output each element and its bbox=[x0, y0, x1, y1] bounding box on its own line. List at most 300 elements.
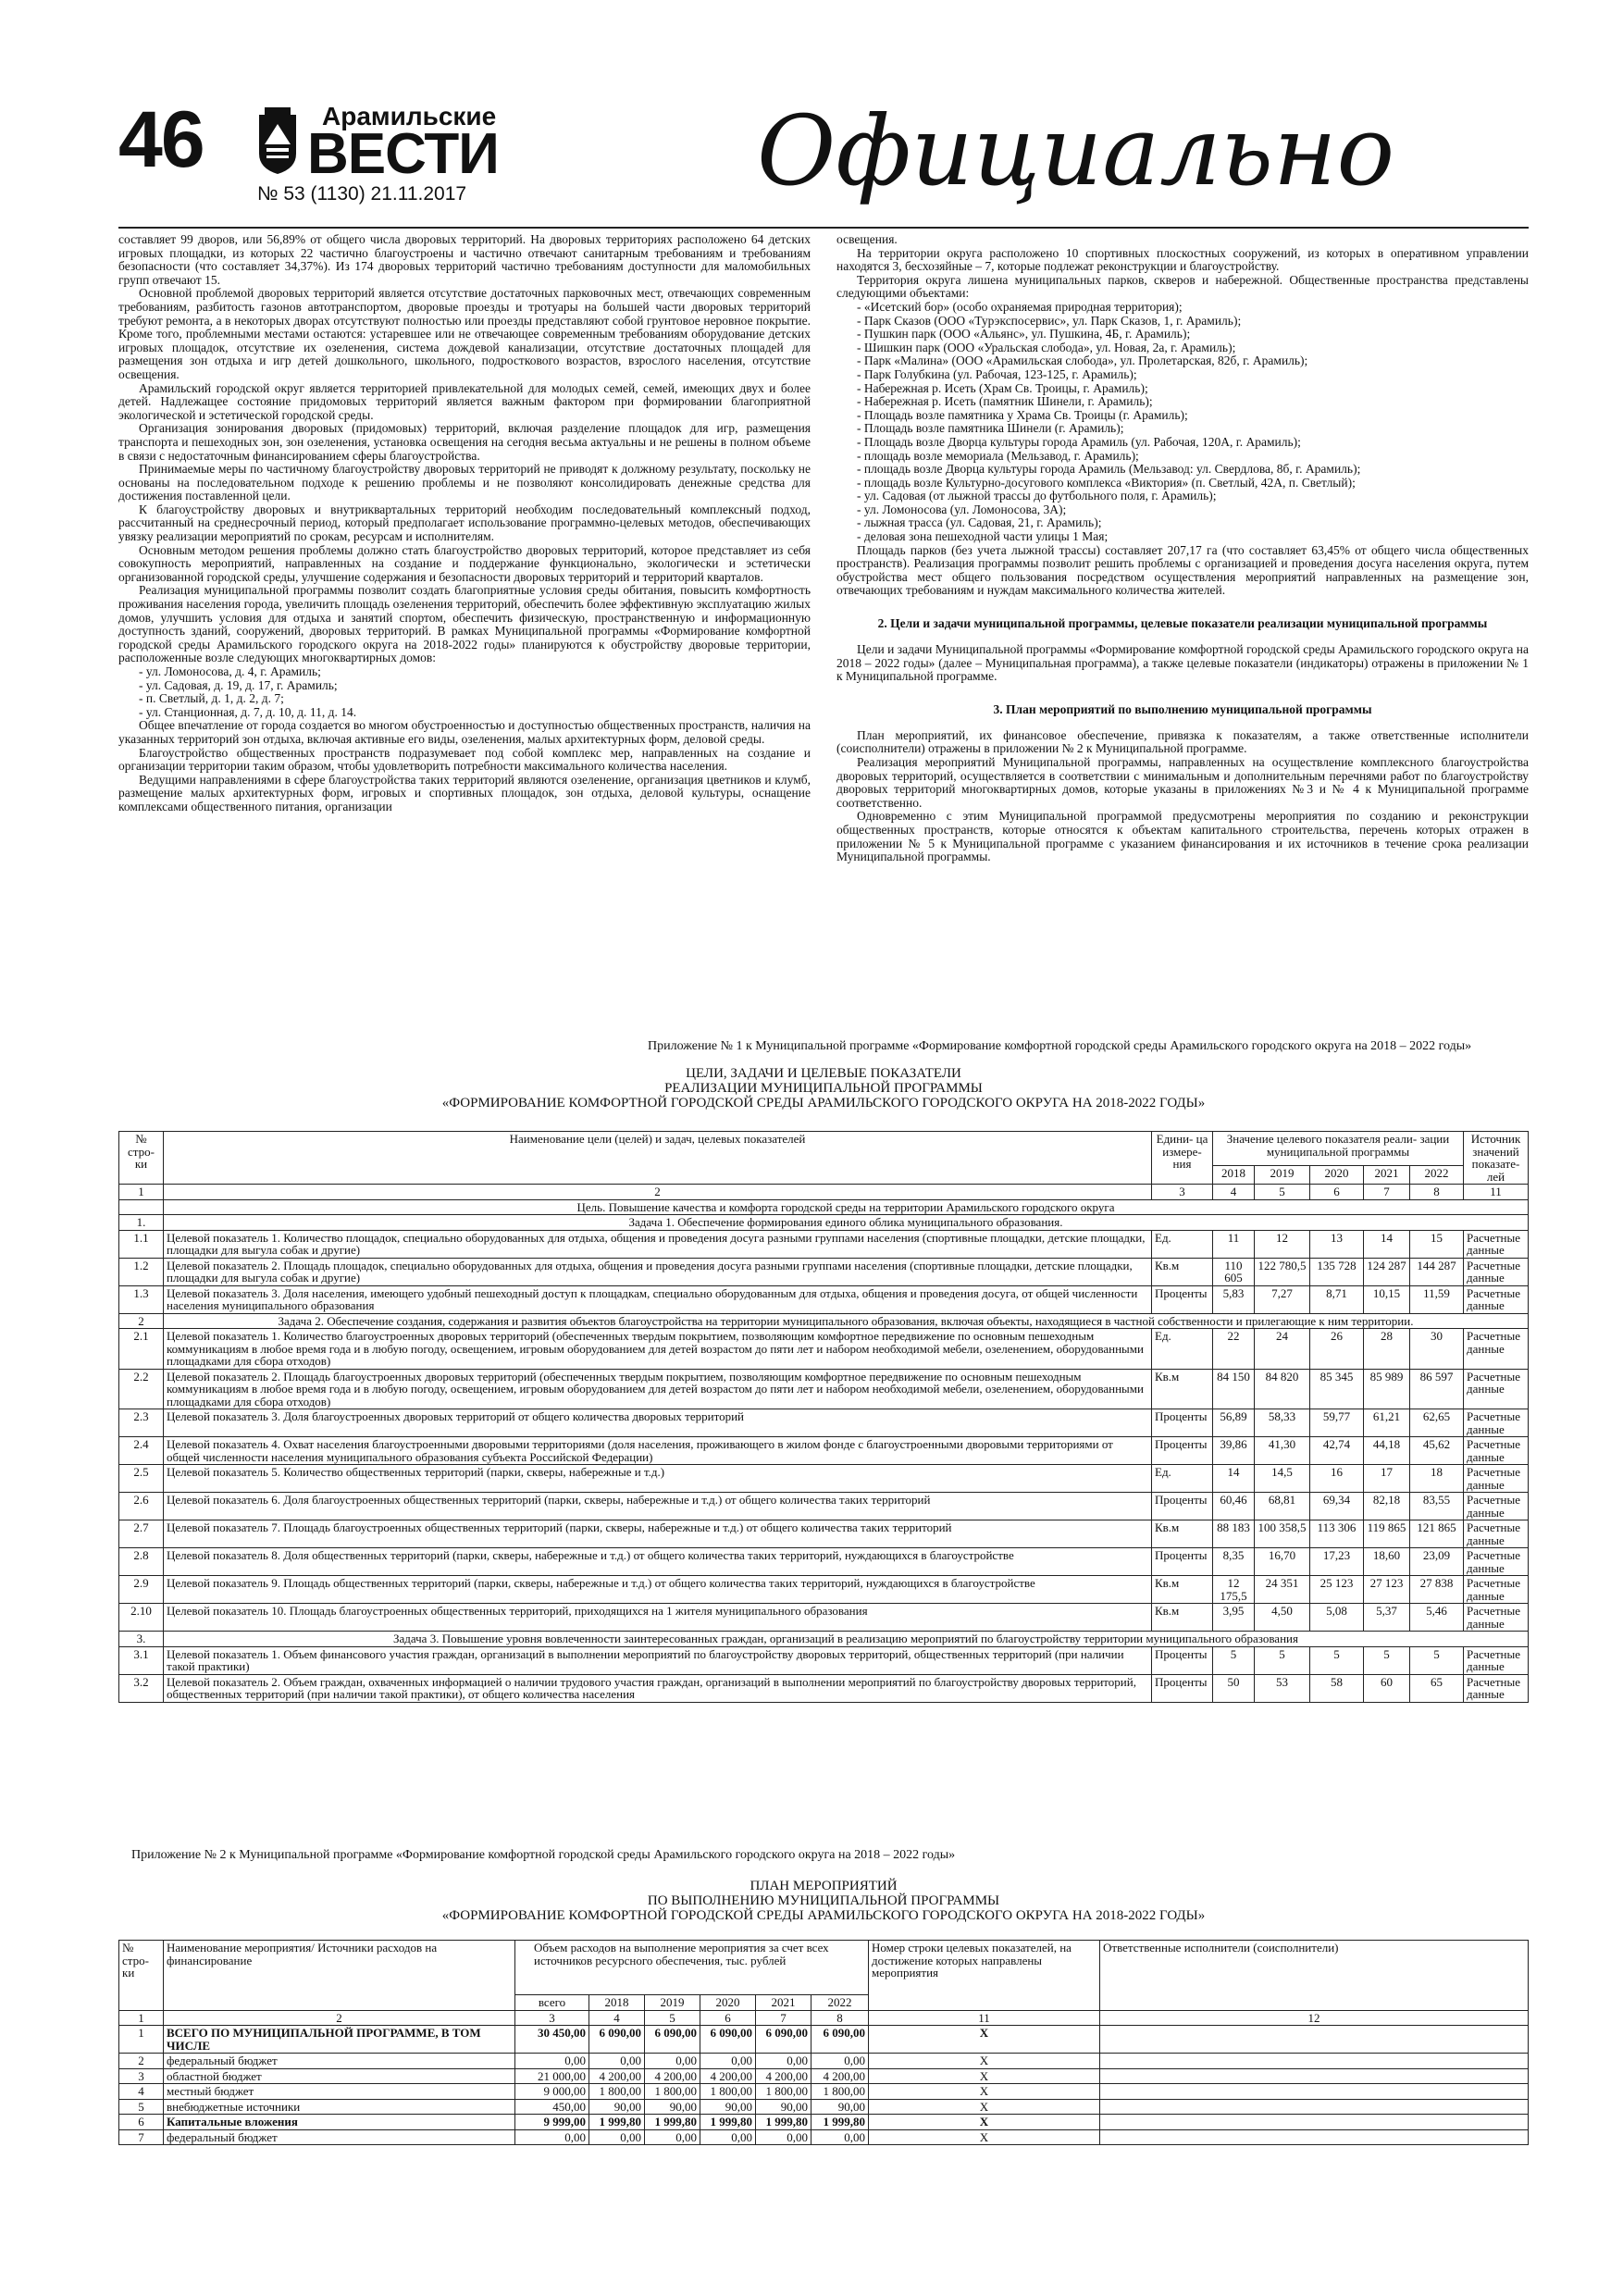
row-number: 2.2 bbox=[119, 1369, 164, 1409]
value-cell: 85 345 bbox=[1310, 1369, 1364, 1409]
list-item: - Парк Сказов (ООО «Турэкспосервис», ул. Парк Сказов, 1, г. Арамиль); bbox=[857, 313, 1242, 328]
value-cell: 113 306 bbox=[1310, 1520, 1364, 1548]
table-row bbox=[119, 1437, 1529, 1465]
paragraph: Организация зонирования дворовых (придомовых) территорий, включая разделение площадок для игр, размещения транспорта и пешеходных зон, зон озеленения, установка освещения на сегодня весьма актуальны и не решены в полном объеме в связи с недостаточным финансированием сферы благоустройства. bbox=[118, 421, 811, 463]
title-line: ЦЕЛИ, ЗАДАЧИ И ЦЕЛЕВЫЕ ПОКАЗАТЕЛИ bbox=[686, 1066, 961, 1081]
amount-cell: 0,00 bbox=[515, 2129, 589, 2145]
year-header: 2021 bbox=[1364, 1165, 1410, 1184]
value-cell: 8,35 bbox=[1213, 1548, 1255, 1576]
value-cell: 60 bbox=[1364, 1674, 1410, 1702]
table-row bbox=[119, 1548, 1529, 1576]
value-cell: 8,71 bbox=[1310, 1285, 1364, 1313]
value-cell: 84 820 bbox=[1255, 1369, 1310, 1409]
responsible-cell bbox=[1100, 2099, 1529, 2115]
table-row bbox=[119, 2084, 1529, 2100]
header-cell: Ответственные исполнители (соисполнители) bbox=[1100, 1941, 1529, 2011]
value-cell: 100 358,5 bbox=[1255, 1520, 1310, 1548]
target-cell: X bbox=[869, 2084, 1100, 2100]
appendix-2-title bbox=[118, 1879, 1529, 1923]
list-item: - Площадь возле памятника Шинели (г. Арамиль); bbox=[857, 421, 1124, 436]
source-cell: Расчетные данные bbox=[1464, 1576, 1529, 1604]
unit-cell: Кв.м bbox=[1152, 1258, 1213, 1285]
amount-cell: 0,00 bbox=[812, 2054, 869, 2069]
indicator-name: Целевой показатель 1. Количество благоустроенных дворовых территорий (обеспеченных твердым покрытием, позволяющим комфортное передвижение по основным пешеходным коммуникациям в любое время года и в любую погоду, освещением, игровым оборудованием для детей возрастом до пяти лет и набором необходимой мебели, озеленением, оборудованными площадками для сбора отходов) bbox=[164, 1329, 1152, 1370]
value-cell: 5 bbox=[1255, 1646, 1310, 1674]
value-cell: 22 bbox=[1213, 1329, 1255, 1370]
value-cell: 7,27 bbox=[1255, 1285, 1310, 1313]
column-number: 11 bbox=[1464, 1185, 1529, 1200]
row-number: 2.3 bbox=[119, 1409, 164, 1437]
header-cell: № стро- ки bbox=[119, 1132, 164, 1185]
list-item: - Набережная р. Исеть (Храм Св. Троицы, г. Арамиль); bbox=[857, 380, 1148, 395]
value-cell: 60,46 bbox=[1213, 1493, 1255, 1520]
amount-cell: 0,00 bbox=[700, 2054, 756, 2069]
header-cell: Объем расходов на выполнение мероприятия за счет всех источников ресурсного обеспечения, тыс. рублей bbox=[515, 1941, 869, 1995]
amount-cell: 1 999,80 bbox=[812, 2115, 869, 2130]
indicator-name: Целевой показатель 7. Площадь благоустроенных общественных территорий (парки, скверы, набережные и т.д.) от общего количества таких территорий bbox=[164, 1520, 1152, 1548]
task-title: Задача 3. Повышение уровня вовлеченности заинтересованных граждан, организаций в реализацию мероприятий по благоустройству территории муниципального образования bbox=[164, 1632, 1529, 1647]
paragraph: Благоустройство общественных пространств подразумевает под собой комплекс мер, направленных на создание и организации территории таким образом, чтобы удовлетворить потребности максимального количества населения. bbox=[118, 745, 811, 774]
responsible-cell bbox=[1100, 2129, 1529, 2145]
list-item: - ул. Станционная, д. 7, д. 10, д. 11, д. 14. bbox=[139, 704, 357, 719]
table-row bbox=[119, 1285, 1529, 1313]
task-title: Задача 2. Обеспечение создания, содержания и развития объектов благоустройства на территории муниципального образования, включая объекты, находящиеся в частной собственности и прилегающие к ним территории. bbox=[164, 1313, 1529, 1329]
source-cell: Расчетные данные bbox=[1464, 1646, 1529, 1674]
amount-cell: 0,00 bbox=[515, 2054, 589, 2069]
value-cell: 121 865 bbox=[1410, 1520, 1464, 1548]
value-cell: 17 bbox=[1364, 1465, 1410, 1493]
column-number: 1 bbox=[119, 2010, 164, 2026]
value-cell: 62,65 bbox=[1410, 1409, 1464, 1437]
value-cell: 83,55 bbox=[1410, 1493, 1464, 1520]
target-cell: X bbox=[869, 2068, 1100, 2084]
value-cell: 10,15 bbox=[1364, 1285, 1410, 1313]
header-divider bbox=[118, 227, 1529, 229]
unit-cell: Проценты bbox=[1152, 1646, 1213, 1674]
paragraph: План мероприятий, их финансовое обеспечение, привязка к показателям, а также ответственные исполнители (соисполнители) отражены в приложении № 2 к Муниципальной программе. bbox=[836, 727, 1529, 756]
header-cell: Едини- ца измере- ния bbox=[1152, 1132, 1213, 1185]
list-item: - ул. Ломоносова (ул. Ломоносова, 3А); bbox=[857, 502, 1067, 516]
amount-cell: 0,00 bbox=[645, 2054, 700, 2069]
value-cell: 18 bbox=[1410, 1465, 1464, 1493]
value-cell: 5 bbox=[1213, 1646, 1255, 1674]
unit-cell: Кв.м bbox=[1152, 1576, 1213, 1604]
indicator-name: Целевой показатель 2. Площадь площадок, специально оборудованных для отдыха, общения и проведения досуга разными группами населения (спортивные площадки, детские площадки, площадки для выгула собак и другие) bbox=[164, 1258, 1152, 1285]
value-cell: 110 605 bbox=[1213, 1258, 1255, 1285]
amount-cell: 1 999,80 bbox=[700, 2115, 756, 2130]
target-cell: X bbox=[869, 2054, 1100, 2069]
crest-icon bbox=[257, 107, 298, 176]
row-number: 2.10 bbox=[119, 1604, 164, 1632]
table-row bbox=[119, 1230, 1529, 1258]
header-cell: Источник значений показате- лей bbox=[1464, 1132, 1529, 1185]
responsible-cell bbox=[1100, 2115, 1529, 2130]
task-title: Задача 1. Обеспечение формирования единого облика муниципального образования. bbox=[164, 1215, 1529, 1231]
amount-cell: 4 200,00 bbox=[812, 2068, 869, 2084]
list-item: - Набережная р. Исеть (памятник Шинели, г. Арамиль); bbox=[857, 394, 1153, 409]
value-cell: 135 728 bbox=[1310, 1258, 1364, 1285]
row-number: 2 bbox=[119, 1313, 164, 1329]
table-row bbox=[119, 1493, 1529, 1520]
row-number: 3.2 bbox=[119, 1674, 164, 1702]
amount-cell: 6 090,00 bbox=[812, 2026, 869, 2054]
title-line: «ФОРМИРОВАНИЕ КОМФОРТНОЙ ГОРОДСКОЙ СРЕДЫ АРАМИЛЬСКОГО ГОРОДСКОГО ОКРУГА НА 2018-2022 ГОДЫ» bbox=[441, 1908, 1206, 1923]
title-line: ПЛАН МЕРОПРИЯТИЙ bbox=[750, 1879, 898, 1893]
row-number: 7 bbox=[119, 2129, 164, 2145]
value-cell: 27 123 bbox=[1364, 1576, 1410, 1604]
responsible-cell bbox=[1100, 2068, 1529, 2084]
table-row bbox=[119, 2054, 1529, 2069]
amount-cell: 0,00 bbox=[756, 2129, 812, 2145]
row-number: 1.1 bbox=[119, 1230, 164, 1258]
expense-name: внебюджетные источники bbox=[164, 2099, 515, 2115]
table-row bbox=[119, 2068, 1529, 2084]
value-cell: 58,33 bbox=[1255, 1409, 1310, 1437]
value-cell: 39,86 bbox=[1213, 1437, 1255, 1465]
source-cell: Расчетные данные bbox=[1464, 1604, 1529, 1632]
row-number: 2.5 bbox=[119, 1465, 164, 1493]
list-item: - Парк «Малина» (ООО «Арамильская слобода», ул. Пролетарская, 82б, г. Арамиль); bbox=[857, 354, 1308, 368]
value-cell: 68,81 bbox=[1255, 1493, 1310, 1520]
column-number: 3 bbox=[1152, 1185, 1213, 1200]
value-cell: 14 bbox=[1213, 1465, 1255, 1493]
unit-cell: Проценты bbox=[1152, 1437, 1213, 1465]
right-column bbox=[836, 233, 1529, 864]
paragraph: Общее впечатление от города создается во многом обустроенностью и доступностью общественных пространств, наличия на указанных территорий зон отдыха, включая активные его виды, озеленения, малых архитектурных форм, деловой среды. bbox=[118, 718, 811, 746]
section-title: Официально bbox=[757, 94, 1395, 207]
expense-name: областной бюджет bbox=[164, 2068, 515, 2084]
list-item: - площадь возле Дворца культуры города Арамиль (Мельзавод: ул. Свердлова, 8б, г. Арамиль); bbox=[857, 462, 1361, 477]
row-number: 3. bbox=[119, 1632, 164, 1647]
source-cell: Расчетные данные bbox=[1464, 1230, 1529, 1258]
table-row bbox=[119, 1258, 1529, 1285]
task-row bbox=[119, 1313, 1529, 1329]
indicator-name: Целевой показатель 5. Количество общественных территорий (парки, скверы, набережные и т.д.) bbox=[164, 1465, 1152, 1493]
appendix-1-title bbox=[118, 1066, 1529, 1111]
amount-cell: 6 090,00 bbox=[645, 2026, 700, 2054]
paragraph: Территория округа лишена муниципальных парков, скверов и набережной. Общественные пространства представлены следующими объектами: bbox=[836, 272, 1529, 301]
source-cell: Расчетные данные bbox=[1464, 1329, 1529, 1370]
list-item: - ул. Садовая (от лыжной трассы до футбольного поля, г. Арамиль); bbox=[857, 489, 1217, 503]
value-cell: 144 287 bbox=[1410, 1258, 1464, 1285]
goal-row: Цель. Повышение качества и комфорта городской среды на территории Арамильского городского округа bbox=[164, 1199, 1529, 1215]
indicator-name: Целевой показатель 9. Площадь общественных территорий (парки, скверы, набережные и т.д.) от общего количества таких территорий, нуждающихся в благоустройстве bbox=[164, 1576, 1152, 1604]
amount-cell: 30 450,00 bbox=[515, 2026, 589, 2054]
row-number: 2.7 bbox=[119, 1520, 164, 1548]
column-number: 8 bbox=[1410, 1185, 1464, 1200]
task-row bbox=[119, 1632, 1529, 1647]
value-cell: 5,83 bbox=[1213, 1285, 1255, 1313]
row-number: 1. bbox=[119, 1215, 164, 1231]
unit-cell: Проценты bbox=[1152, 1409, 1213, 1437]
paragraph: Арамильский городской округ является территорией привлекательной для молодых семей, семей, имеющих двух и более детей. Надлежащее состояние придомовых территорий является важным фактором при формировании благоприятной экологической и эстетической городской среды. bbox=[118, 380, 811, 422]
value-cell: 26 bbox=[1310, 1329, 1364, 1370]
row-number: 2.1 bbox=[119, 1329, 164, 1370]
responsible-cell bbox=[1100, 2054, 1529, 2069]
expense-name: федеральный бюджет bbox=[164, 2129, 515, 2145]
unit-cell: Проценты bbox=[1152, 1548, 1213, 1576]
source-cell: Расчетные данные bbox=[1464, 1520, 1529, 1548]
value-cell: 17,23 bbox=[1310, 1548, 1364, 1576]
value-cell: 69,34 bbox=[1310, 1493, 1364, 1520]
amount-cell: 0,00 bbox=[645, 2129, 700, 2145]
column-number: 7 bbox=[756, 2010, 812, 2026]
amount-cell: 0,00 bbox=[756, 2054, 812, 2069]
value-cell: 61,21 bbox=[1364, 1409, 1410, 1437]
row-number: 6 bbox=[119, 2115, 164, 2130]
amount-cell: 90,00 bbox=[700, 2099, 756, 2115]
list-item: - ул. Садовая, д. 19, д. 17, г. Арамиль; bbox=[139, 677, 338, 692]
logo-top-text: Арамильские bbox=[322, 102, 497, 130]
row-number: 1.2 bbox=[119, 1258, 164, 1285]
source-cell: Расчетные данные bbox=[1464, 1369, 1529, 1409]
value-cell: 27 838 bbox=[1410, 1576, 1464, 1604]
indicator-name: Целевой показатель 2. Объем граждан, охваченных информацией о наличии трудового участия граждан, организаций в выполнении мероприятий по благоустройству дворовых территорий, общественных территорий (при наличии такой практики), от общего количества населения bbox=[164, 1674, 1152, 1702]
value-cell: 42,74 bbox=[1310, 1437, 1364, 1465]
row-number: 1 bbox=[119, 2026, 164, 2054]
value-cell: 18,60 bbox=[1364, 1548, 1410, 1576]
column-number: 5 bbox=[1255, 1185, 1310, 1200]
paragraph: Принимаемые меры по частичному благоустройству дворовых территорий не приводят к должному результату, поскольку не основаны на последовательном подходе к решению проблемы и не позволяют консолидировать денежные средства для достижения поставленной цели. bbox=[118, 462, 811, 503]
value-cell: 16 bbox=[1310, 1465, 1364, 1493]
list-item: - «Исетский бор» (особо охраняемая природная территория); bbox=[857, 299, 1183, 314]
column-number: 5 bbox=[645, 2010, 700, 2026]
amount-cell: 1 999,80 bbox=[589, 2115, 645, 2130]
value-cell: 23,09 bbox=[1410, 1548, 1464, 1576]
column-number: 7 bbox=[1364, 1185, 1410, 1200]
list-item: - п. Светлый, д. 1, д. 2, д. 7; bbox=[139, 691, 284, 706]
header-cell: Номер строки целевых показателей, на достижение которых направлены мероприятия bbox=[869, 1941, 1100, 2011]
value-cell: 11,59 bbox=[1410, 1285, 1464, 1313]
row-number: 2.8 bbox=[119, 1548, 164, 1576]
indicator-name: Целевой показатель 2. Площадь благоустроенных дворовых территорий (обеспеченных твердым покрытием, позволяющим комфортное передвижение по основным пешеходным коммуникациям в любое время года и в любую погоду, освещением, игровым оборудованием для детей возрастом до пяти лет и набором необходимой мебели, озеленением, оборудованными площадками для сбора отходов) bbox=[164, 1369, 1152, 1409]
amount-cell: 0,00 bbox=[589, 2129, 645, 2145]
list-item: - Парк Голубкина (ул. Рабочая, 123-125, г. Арамиль); bbox=[857, 366, 1137, 381]
subcol-header: всего bbox=[515, 1995, 589, 2011]
subcol-header: 2022 bbox=[812, 1995, 869, 2011]
amount-cell: 0,00 bbox=[700, 2129, 756, 2145]
column-number: 4 bbox=[589, 2010, 645, 2026]
unit-cell: Ед. bbox=[1152, 1230, 1213, 1258]
list-item: - площадь возле мемориала (Мельзавод, г. Арамиль); bbox=[857, 448, 1139, 463]
value-cell: 25 123 bbox=[1310, 1576, 1364, 1604]
header-cell: Значение целевого показателя реали- зации муниципальной программы bbox=[1213, 1132, 1464, 1166]
column-number: 12 bbox=[1100, 2010, 1529, 2026]
column-number: 8 bbox=[812, 2010, 869, 2026]
subcol-header: 2021 bbox=[756, 1995, 812, 2011]
row-number: 5 bbox=[119, 2099, 164, 2115]
title-line: «ФОРМИРОВАНИЕ КОМФОРТНОЙ ГОРОДСКОЙ СРЕДЫ АРАМИЛЬСКОГО ГОРОДСКОГО ОКРУГА НА 2018-2022 ГОДЫ» bbox=[441, 1096, 1206, 1111]
column-number: 4 bbox=[1213, 1185, 1255, 1200]
value-cell: 58 bbox=[1310, 1674, 1364, 1702]
paragraph: Одновременно с этим Муниципальной программой предусмотрены мероприятия по созданию и реконструкции общественных пространств, которые относятся к объектам капитального строительства, перечень которых отражен в приложении № 5 к Муниципальной программе с указанием финансирования и их источников в течение срока реализации Муниципальной программы. bbox=[836, 809, 1529, 864]
row-number: 3 bbox=[119, 2068, 164, 2084]
value-cell: 24 bbox=[1255, 1329, 1310, 1370]
source-cell: Расчетные данные bbox=[1464, 1674, 1529, 1702]
paragraph: К благоустройству дворовых и внутриквартальных территорий необходим последовательный комплексный подход, рассчитанный на среднесрочный период, который предполагает использование программно-целевых методов, обеспечивающих увязку реализации мероприятий по срокам, ресурсам и исполнителям. bbox=[118, 502, 811, 544]
row-number: 2.4 bbox=[119, 1437, 164, 1465]
amount-cell: 1 800,00 bbox=[645, 2084, 700, 2100]
paragraph: Цели и задачи Муниципальной программы «Формирование комфортной городской среды Арамильского городского округа на 2018 – 2022 годы» (далее – Муниципальная программа), а также целевые показатели (индикаторы) отражены в приложении № 1 к Муниципальной программе. bbox=[836, 642, 1529, 684]
value-cell: 41,30 bbox=[1255, 1437, 1310, 1465]
paragraph: Ведущими направлениями в сфере благоустройства таких территорий являются озеленение, организация цветников и клумб, размещение малых архитектурных форм, игровых и спортивных площадок, зон отдыха, деловой культуры, оснащение комплексами общественного питания, организации bbox=[118, 772, 811, 813]
value-cell: 122 780,5 bbox=[1255, 1258, 1310, 1285]
indicator-name: Целевой показатель 8. Доля общественных территорий (парки, скверы, набережные и т.д.) от общего количества таких территорий, нуждающихся в благоустройстве bbox=[164, 1548, 1152, 1576]
year-header: 2022 bbox=[1410, 1165, 1464, 1184]
plan-table bbox=[118, 1940, 1529, 2145]
unit-cell: Проценты bbox=[1152, 1674, 1213, 1702]
value-cell: 5,46 bbox=[1410, 1604, 1464, 1632]
page-number: 46 bbox=[118, 95, 204, 184]
title-line: ПО ВЫПОЛНЕНИЮ МУНИЦИПАЛЬНОЙ ПРОГРАММЫ bbox=[647, 1893, 1000, 1908]
column-number: 3 bbox=[515, 2010, 589, 2026]
table-row bbox=[119, 1409, 1529, 1437]
amount-cell: 6 090,00 bbox=[700, 2026, 756, 2054]
value-cell: 14,5 bbox=[1255, 1465, 1310, 1493]
section-2-heading: 2. Цели и задачи муниципальной программы, целевые показатели реализации муниципальной программы bbox=[877, 616, 1488, 631]
value-cell: 3,95 bbox=[1213, 1604, 1255, 1632]
value-cell: 4,50 bbox=[1255, 1604, 1310, 1632]
value-cell: 53 bbox=[1255, 1674, 1310, 1702]
appendix-2-caption: Приложение № 2 к Муниципальной программе «Формирование комфортной городской среды Арамильского городского округа на 2018 – 2022 годы» bbox=[131, 1848, 956, 1862]
source-cell: Расчетные данные bbox=[1464, 1437, 1529, 1465]
responsible-cell bbox=[1100, 2026, 1529, 2054]
table-row bbox=[119, 1329, 1529, 1370]
column-number: 6 bbox=[700, 2010, 756, 2026]
indicator-name: Целевой показатель 3. Доля населения, имеющего удобный пешеходный доступ к площадкам, специально оборудованным для отдыха, общения и проведения досуга, от общей численности населения муниципального образования bbox=[164, 1285, 1152, 1313]
value-cell: 5,37 bbox=[1364, 1604, 1410, 1632]
value-cell: 84 150 bbox=[1213, 1369, 1255, 1409]
value-cell: 15 bbox=[1410, 1230, 1464, 1258]
value-cell: 30 bbox=[1410, 1329, 1464, 1370]
value-cell: 65 bbox=[1410, 1674, 1464, 1702]
paragraph: Реализация мероприятий Муниципальной программы, направленных на осуществление комплексного благоустройства дворовых территорий, осуществляется в соответствии с минимальным и дополнительным перечнями работ по благоустройству дворовых территорий многоквартирных домов, которые указаны в приложениях №3 и № 4 к Муниципальной программе соответственно. bbox=[836, 755, 1529, 810]
amount-cell: 9 999,00 bbox=[515, 2115, 589, 2130]
value-cell: 12 175,5 bbox=[1213, 1576, 1255, 1604]
amount-cell: 0,00 bbox=[812, 2129, 869, 2145]
paragraph: На территории округа расположено 10 спортивных плоскостных сооружений, из которых в оперативном управлении находятся 3, бесхозяйные – 7, которые подлежат реконструкции и благоустройству. bbox=[836, 245, 1529, 274]
amount-cell: 1 999,80 bbox=[645, 2115, 700, 2130]
value-cell: 86 597 bbox=[1410, 1369, 1464, 1409]
indicator-name: Целевой показатель 3. Доля благоустроенных дворовых территорий от общего количества дворовых территорий bbox=[164, 1409, 1152, 1437]
amount-cell: 6 090,00 bbox=[756, 2026, 812, 2054]
value-cell: 124 287 bbox=[1364, 1258, 1410, 1285]
paragraph: освещения. bbox=[836, 232, 898, 246]
value-cell: 50 bbox=[1213, 1674, 1255, 1702]
value-cell: 85 989 bbox=[1364, 1369, 1410, 1409]
target-cell: X bbox=[869, 2099, 1100, 2115]
amount-cell: 4 200,00 bbox=[756, 2068, 812, 2084]
amount-cell: 90,00 bbox=[756, 2099, 812, 2115]
expense-name: федеральный бюджет bbox=[164, 2054, 515, 2069]
unit-cell: Ед. bbox=[1152, 1465, 1213, 1493]
paragraph: Площадь парков (без учета лыжной трассы) составляет 207,17 га (что составляет 63,45% от общего числа общественных пространств). Реализация программы позволит решить проблемы с организацией и проведения досуга населения округа, путем обустройства мест общего пользования посредством осуществления мероприятий направленных на размещение зон, отвечающих требованиям и нуждам максимального количества жителей. bbox=[836, 542, 1529, 598]
list-item: - площадь возле Культурно-досугового комплекса «Виктория» (п. Светлый, 42А, п. Светлый); bbox=[857, 475, 1356, 490]
value-cell: 88 183 bbox=[1213, 1520, 1255, 1548]
value-cell: 16,70 bbox=[1255, 1548, 1310, 1576]
value-cell: 59,77 bbox=[1310, 1409, 1364, 1437]
source-cell: Расчетные данные bbox=[1464, 1465, 1529, 1493]
year-header: 2018 bbox=[1213, 1165, 1255, 1184]
table-row bbox=[119, 2129, 1529, 2145]
target-cell: X bbox=[869, 2026, 1100, 2054]
subcol-header: 2020 bbox=[700, 1995, 756, 2011]
table-row bbox=[119, 2099, 1529, 2115]
indicator-name: Целевой показатель 1. Количество площадок, специально оборудованных для отдыха, общения и проведения досуга разными группами населения (спортивные площадки, детские площадки, площадки для выгула собак и другие) bbox=[164, 1230, 1152, 1258]
amount-cell: 1 800,00 bbox=[700, 2084, 756, 2100]
value-cell: 5 bbox=[1310, 1646, 1364, 1674]
table-row bbox=[119, 2026, 1529, 2054]
indicator-name: Целевой показатель 6. Доля благоустроенных общественных территорий (парки, скверы, набережные и т.д.) от общего количества таких территорий bbox=[164, 1493, 1152, 1520]
year-header: 2019 bbox=[1255, 1165, 1310, 1184]
logo-bottom-text: ВЕСТИ bbox=[307, 122, 499, 186]
amount-cell: 1 999,80 bbox=[756, 2115, 812, 2130]
subcol-header: 2018 bbox=[589, 1995, 645, 2011]
amount-cell: 1 800,00 bbox=[589, 2084, 645, 2100]
table-row bbox=[119, 1465, 1529, 1493]
goals-table-body bbox=[119, 1215, 1529, 1703]
source-cell: Расчетные данные bbox=[1464, 1493, 1529, 1520]
unit-cell: Проценты bbox=[1152, 1493, 1213, 1520]
value-cell: 24 351 bbox=[1255, 1576, 1310, 1604]
row-number: 1.3 bbox=[119, 1285, 164, 1313]
header-cell: Наименование мероприятия/ Источники расходов на финансирование bbox=[164, 1941, 515, 2011]
row-number: 2.6 bbox=[119, 1493, 164, 1520]
list-item: - ул. Ломоносова, д. 4, г. Арамиль; bbox=[139, 664, 321, 678]
unit-cell: Кв.м bbox=[1152, 1520, 1213, 1548]
table-row bbox=[119, 2115, 1529, 2130]
target-cell: X bbox=[869, 2129, 1100, 2145]
row-number: 2.9 bbox=[119, 1576, 164, 1604]
header-cell: Наименование цели (целей) и задач, целевых показателей bbox=[164, 1132, 1152, 1185]
table-row bbox=[119, 1369, 1529, 1409]
paragraph: Основным методом решения проблемы должно стать благоустройство дворовых территорий, которое представляет из себя совокупность мероприятий, направленных на создание и поддержание функционально, экологически и эстетически организованной городской среды, улучшение содержания и безопасности дворовых территорий и территорий кварталов. bbox=[118, 542, 811, 584]
value-cell: 11 bbox=[1213, 1230, 1255, 1258]
list-item: - Площадь возле памятника у Храма Св. Троицы (г. Арамиль); bbox=[857, 407, 1188, 422]
paragraph: составляет 99 дворов, или 56,89% от общего числа дворовых территорий. На дворовых территориях расположено 64 детских игровых площадки, из которых 22 частично благоустроены и частично отвечают санитарным требованиям и требованиям безопасности (что составляет 34,37%). Из 174 дворовых территорий частично требованиям доступности для маломобильных групп отвечают 15. bbox=[118, 232, 811, 287]
amount-cell: 6 090,00 bbox=[589, 2026, 645, 2054]
value-cell: 56,89 bbox=[1213, 1409, 1255, 1437]
expense-name: местный бюджет bbox=[164, 2084, 515, 2100]
task-row bbox=[119, 1215, 1529, 1231]
row-number: 3.1 bbox=[119, 1646, 164, 1674]
column-number: 6 bbox=[1310, 1185, 1364, 1200]
responsible-cell bbox=[1100, 2084, 1529, 2100]
table-row bbox=[119, 1646, 1529, 1674]
table-row bbox=[119, 1674, 1529, 1702]
year-header: 2020 bbox=[1310, 1165, 1364, 1184]
amount-cell: 450,00 bbox=[515, 2099, 589, 2115]
column-number: 2 bbox=[164, 1185, 1152, 1200]
list-item: - Пушкин парк (ООО «Альянс», ул. Пушкина, 4Б, г. Арамиль); bbox=[857, 327, 1191, 341]
amount-cell: 1 800,00 bbox=[812, 2084, 869, 2100]
source-cell: Расчетные данные bbox=[1464, 1409, 1529, 1437]
amount-cell: 21 000,00 bbox=[515, 2068, 589, 2084]
issue-number: № 53 (1130) 21.11.2017 bbox=[257, 183, 467, 205]
unit-cell: Проценты bbox=[1152, 1285, 1213, 1313]
value-cell: 28 bbox=[1364, 1329, 1410, 1370]
row-number: 4 bbox=[119, 2084, 164, 2100]
expense-name: ВСЕГО ПО МУНИЦИПАЛЬНОЙ ПРОГРАММЕ, В ТОМ ЧИСЛЕ bbox=[164, 2026, 515, 2054]
value-cell: 119 865 bbox=[1364, 1520, 1410, 1548]
source-cell: Расчетные данные bbox=[1464, 1548, 1529, 1576]
unit-cell: Кв.м bbox=[1152, 1604, 1213, 1632]
unit-cell: Кв.м bbox=[1152, 1369, 1213, 1409]
source-cell: Расчетные данные bbox=[1464, 1258, 1529, 1285]
amount-cell: 4 200,00 bbox=[589, 2068, 645, 2084]
paragraph: Основной проблемой дворовых территорий является отсутствие достаточных парковочных мест, отвечающих современным требованиям, разбитость газонов автотранспортом, дворовые проезды и тротуары на большей части дворовых территорий требуют ремонта, а в некоторых дворах отсутствуют полностью или проезды представляют собой грунтовое неровное покрытие. Кроме того, проблемными местами остаются: устаревшее или не отвечающее современным требованиям оборудование детских игровых площадок, отсутствие их озеленения, система дождевой канализации, отсутствие достаточных площадей для размещения зон отдыха и игр детей дошкольного, школьного, подросткового возрастов, взрослого населения, отсутствие освещения. bbox=[118, 286, 811, 381]
amount-cell: 90,00 bbox=[589, 2099, 645, 2115]
